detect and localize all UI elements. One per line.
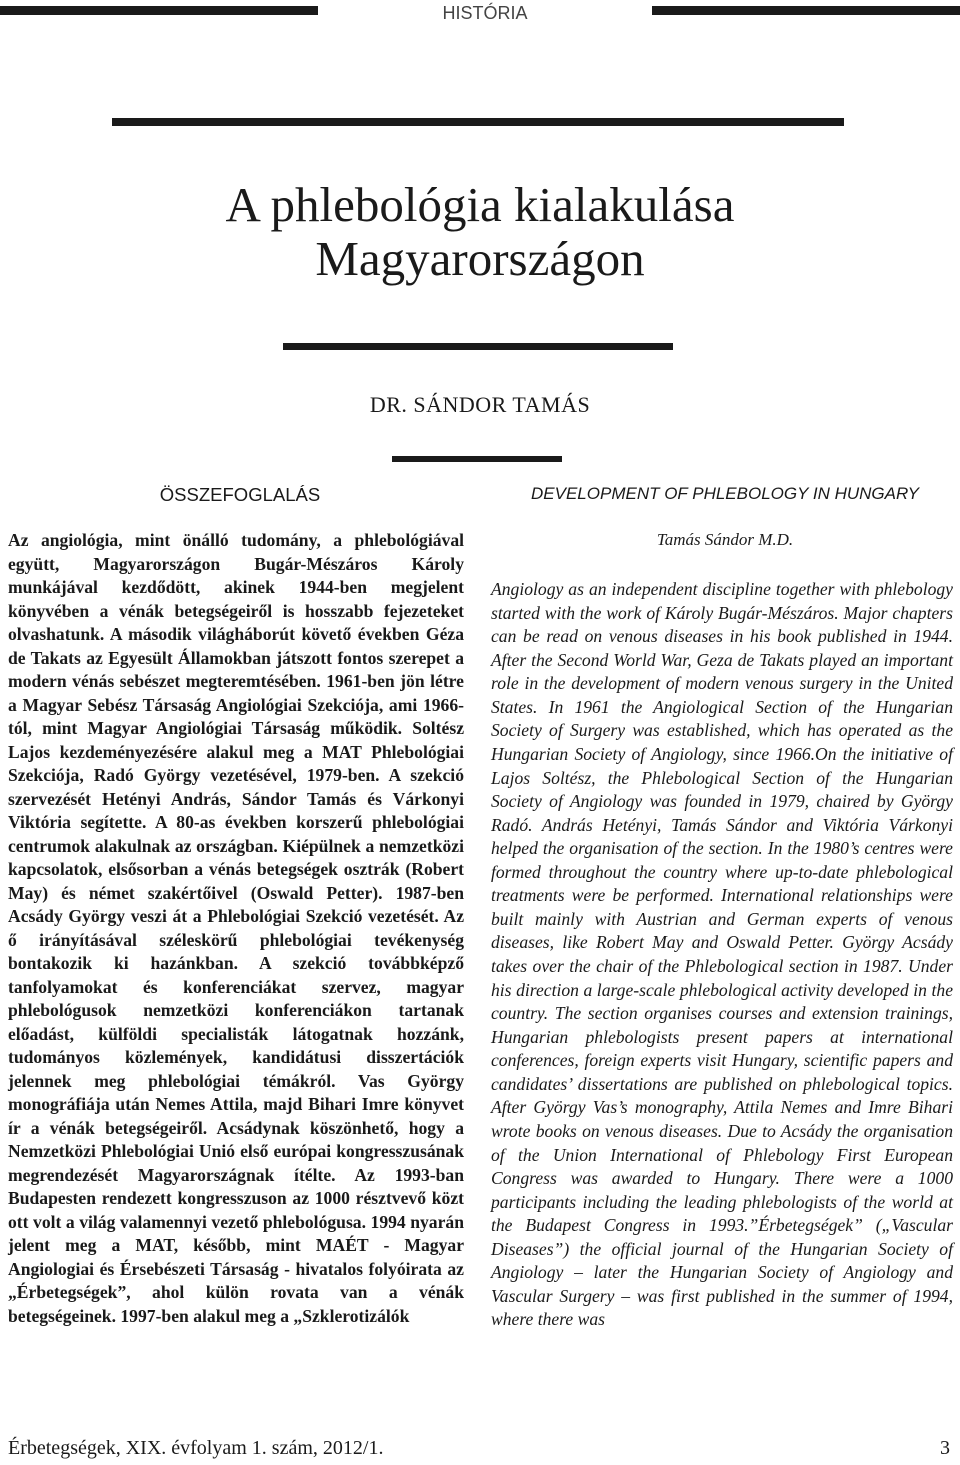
page-number: 3 (940, 1437, 950, 1459)
summary-en-heading: DEVELOPMENT OF PHLEBOLOGY IN HUNGARY (531, 484, 919, 503)
article-author: DR. SÁNDOR TAMÁS (369, 392, 591, 417)
summary-en-text: Angiology as an independent discipline together with phlebology started with the work of Károly Bugár-Mészáros. Major chapters can be read on venous diseases in his book published in 1944. After the Second World War, Geza de Takats played an important role in the development of modern venous surgery in the United States. In 1961 the Angiological Section of the Hungarian Society of Surgery was established, which has operated as the Hungarian Society of Angiology, since 1966.On the initiative of Lajos Soltész, the Phlebological Section of the Hungarian Society of Angiology was founded in 1979, chaired by György Radó. András Hetényi, Tamás Sándor and Viktória Várkonyi helped the organisation of the section. In the 1980’s centres were formed throughout the country where up-to-date phlebological treatments were be performed. International relationships were built mainly with Austrian and German experts of venous diseases, like Robert May and Oswald Petter. György Acsády takes over the chair of the Phlebological section in 1987. Under his direction a large-scale phlebological activity developed in the country. The section organises courses and extension trainings, Hungarian phlebologists present papers at international conferences, foreign experts visit Hungary, scientific papers and candidates’ dissertations are published on phlebological topics. After György Vas’s monography, Attila Nemes and Imre Bihari wrote books on venous diseases. Due to Acsády the organisation of the Union International of Phlebology First European Congress was awarded to Hungary. There were a 1000 participants including the leading phlebologists of the world at the Budapest Congress in 1993.”Érbetegségek” („Vascular Diseases”) the official journal of the Hungarian Society of Angiology – later the Hungarian Society of Angiology and Vascular Surgery – was first published in the summer of 1994, where there was (491, 579, 953, 1330)
section-label: HISTÓRIA (442, 3, 528, 23)
summary-hu-text: Az angiológia, mint önálló tudomány, a phlebológiával együtt, Magyarországon Bugár-Mészáros Károly munkájával kezdődött, akinek 1944-ben megjelent könyvében a vénák betegségeiről is hosszabb fejezeteket olvashatunk. A második világháborút követő években Géza de Takats az Egyesült Államokban játszott fontos szerepet a modern vénás sebészet megteremtésében. 1961-ben jön létre a Magyar Sebész Társaság Angiológiai Szekciója, ami 1966-tól, mint Magyar Angiológiai Társaság működik. Soltész Lajos kezdeményezésére alakul meg a MAT Phlebológiai Szekciója, Radó György vezetésével, 1979-ben. A szekció szervezését Hetényi András, Sándor Tamás és Várkonyi Viktória segítette. A 80-as években korszerű phlebológiai centrumok alakulnak az országban. Kiépülnek a nemzetközi kapcsolatok, elsősorban a vénás betegségek osztrák (Robert May) és német szakértőivel (Oswald Petter). 1987-ben Acsády György veszi át a Phlebológiai Szekció vezetését. Az ő irányításával széleskörű phlebológiai tevékenység bontakozik ki hazánkban. A szekció továbbképző tanfolyamokat és konferenciákat szervez, magyar phlebológusok nemzetközi konferenciákon tartanak előadást, külföldi specialisták látogatnak hozzánk, tudományos közlemények, kandidátusi disszertációk jelennek meg phlebológiai témákról. Vas György monográfiája után Nemes Attila, majd Bihari Imre könyvet ír a vénák betegségeiről. Acsádynak köszönhető, hogy a Nemzetközi Phlebológiai Unió első európai kongresszusának megrendezését Magyarországnak ítélte. Az 1993-ban Budapesten rendezett kongresszuson az 1000 résztvevő közt ott volt a világ valamennyi vezető phlebológusa. 1994 nyarán jelent meg a MAT, később, mint MAÉT - Magyar Angiologiai és Érsebészeti Társaság - hivatalos folyóirata az „Érbetegségek”, ahol külön rovata van a vénák betegségeinek. 1997-ben alakul meg a „Szklerotizálók (8, 530, 464, 1326)
article-title (0, 178, 960, 286)
footer-journal: Érbetegségek, XIX. évfolyam 1. szám, 2012/1. (8, 1437, 384, 1459)
author-rule (392, 456, 562, 462)
summary-hu-heading: ÖSSZEFOGLALÁS (159, 484, 321, 505)
title-rule-top (112, 118, 844, 126)
header-rule-left (0, 6, 318, 15)
summary-en-author: Tamás Sándor M.D. (656, 530, 794, 549)
title-rule-bottom (283, 343, 673, 350)
header-rule-right (652, 6, 960, 15)
article-title-line-2: Magyarországon (315, 231, 645, 286)
article-title-line-1: A phlebológia kialakulása (225, 177, 735, 232)
